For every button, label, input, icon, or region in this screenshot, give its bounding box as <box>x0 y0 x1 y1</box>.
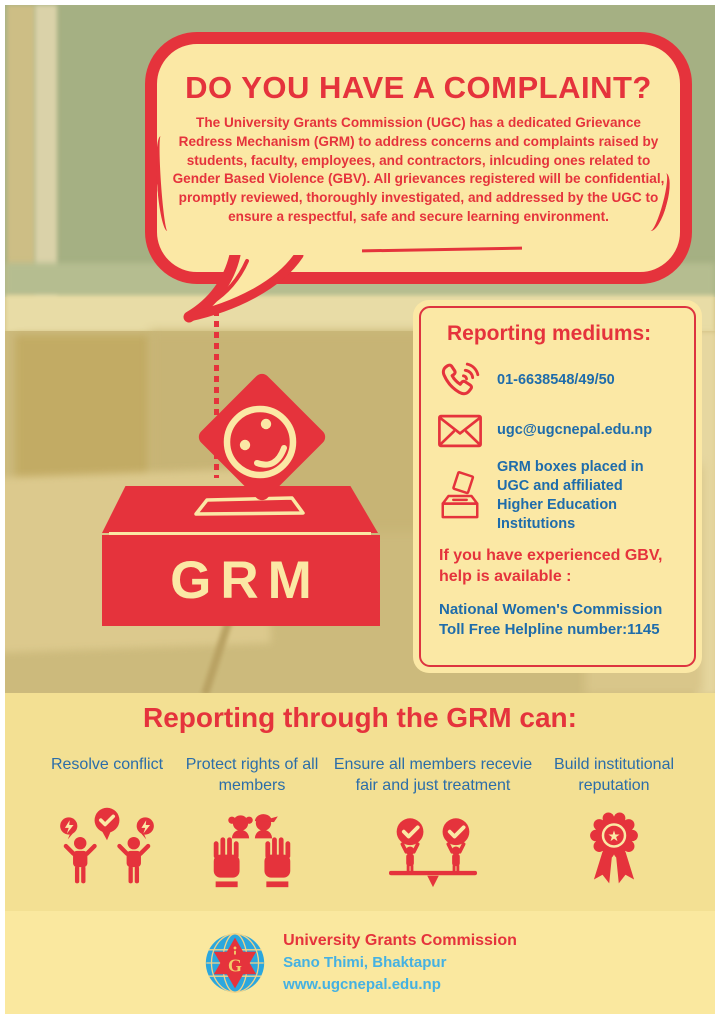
medium-row-grm-box <box>437 458 686 535</box>
benefit-reputation <box>525 755 703 896</box>
reporting-mediums-card <box>413 300 702 673</box>
speech-bubble <box>145 32 692 284</box>
benefits-section <box>5 693 715 911</box>
benefits-title: Reporting through the GRM can: <box>143 702 577 733</box>
sad-face-icon <box>208 390 318 500</box>
phone-icon <box>437 358 483 404</box>
gbv-help-note: If you have experienced GBV, help is available : <box>439 546 663 585</box>
benefit-label: Protect rights of all members <box>185 756 319 794</box>
background-shape <box>15 335 150 485</box>
benefit-resolve-conflict <box>32 755 182 896</box>
benefit-protect-rights <box>163 755 341 896</box>
benefit-label: Resolve conflict <box>50 756 164 773</box>
background-shape <box>7 5 35 301</box>
background-shape <box>35 5 57 301</box>
protect-hands-icon <box>200 803 304 891</box>
speech-bubble-tail <box>177 255 357 329</box>
fair-balance-icon <box>381 803 485 891</box>
helpline-info: National Women's Commission Toll Free Helpline number:1145 <box>439 600 663 639</box>
footer-text <box>283 930 517 996</box>
brush-accent <box>154 136 175 232</box>
grm-poster <box>5 5 715 1014</box>
footer-org: University Grants Commission <box>283 931 517 949</box>
svg-text:G: G <box>228 954 243 975</box>
phone-number: 01-6638548/49/50 <box>497 372 615 389</box>
grm-ballot-box <box>102 535 380 626</box>
benefit-fair-treatment <box>323 755 543 896</box>
medium-row-email <box>437 412 686 450</box>
award-ribbon-icon <box>562 803 666 891</box>
envelope-icon <box>437 412 483 450</box>
poster-title: DO YOU HAVE A COMPLAINT? <box>185 70 652 105</box>
ballot-box-icon <box>437 471 483 521</box>
medium-row-phone <box>437 358 686 404</box>
grm-boxes-note: GRM boxes placed in UGC and affiliated Higher Education Institutions <box>497 459 644 533</box>
underline-accent <box>362 247 522 253</box>
footer-website: www.ugcnepal.edu.np <box>283 975 441 993</box>
email-address: ugc@ugcnepal.edu.np <box>497 422 653 439</box>
poster-intro: The University Grants Commission (UGC) has a dedicated Grievance Redress Mechanism (GRM) to address concerns and complaints raised by students, faculty, employees, and contractors, inlcuding ones related to Gender Based Violence (GBV). All grievances registered will be confidential, promptly reviewed, thoroughly investigated, and addressed by the UGC to ensure a respectful, safe and secure learning environment. <box>172 115 665 224</box>
footer <box>5 911 715 1014</box>
benefit-label: Build institutional reputation <box>553 756 675 794</box>
svg-text:★: ★ <box>607 828 621 845</box>
reporting-mediums-title: Reporting mediums: <box>447 322 652 345</box>
benefit-label: Ensure all members recevie fair and just treatment <box>333 756 533 794</box>
ugc-logo <box>203 931 267 995</box>
footer-address: Sano Thimi, Bhaktapur <box>283 953 447 971</box>
conflict-resolution-icon <box>55 803 159 891</box>
grm-box-label: GRM <box>170 551 321 610</box>
